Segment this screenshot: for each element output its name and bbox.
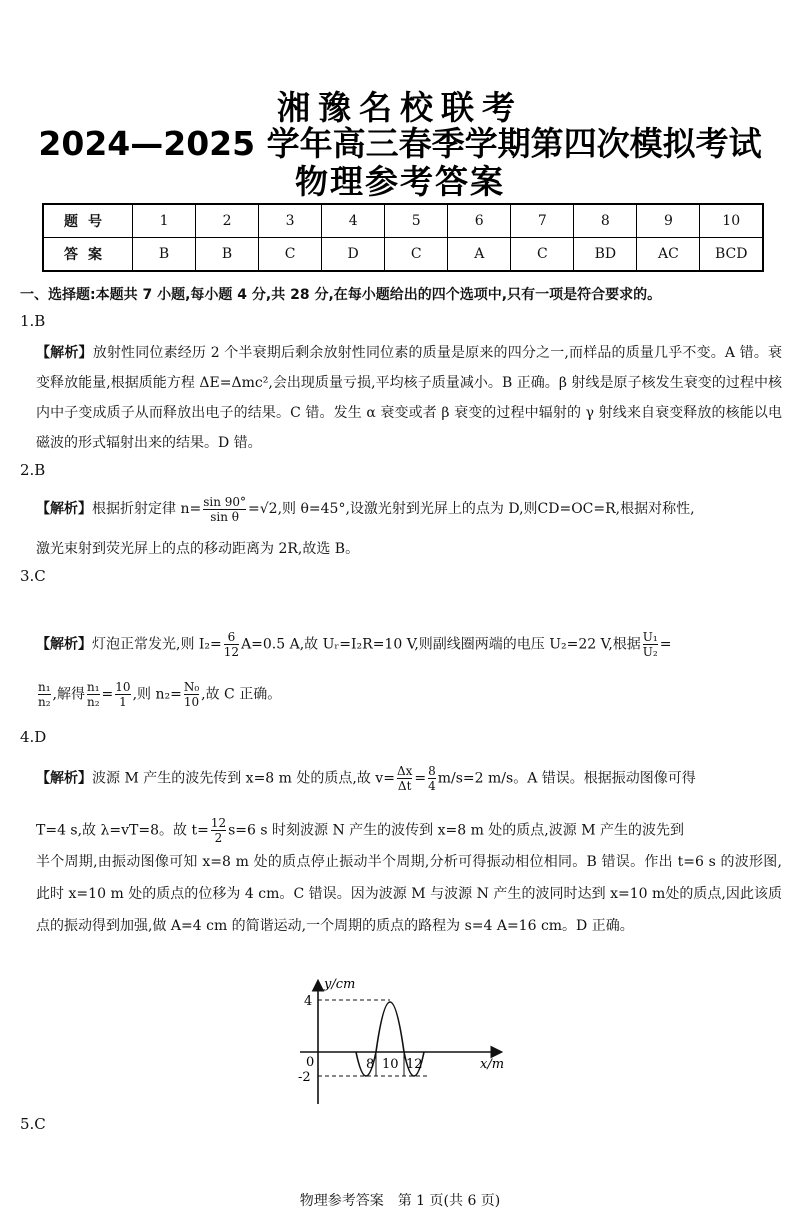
answer-cell: A (448, 238, 511, 272)
x-axis-label: x/m (480, 1057, 505, 1072)
question-4-explanation-line2 (36, 816, 782, 845)
section-heading: 一、选择题:本题共 7 小题,每小题 4 分,共 28 分,在每小题给出的四个选项中,只有一项是符合要求的。 (20, 287, 662, 303)
fraction-numerator: 8 (428, 764, 436, 778)
fraction-numerator: 12 (210, 816, 227, 830)
question-number: 2 (196, 204, 259, 238)
question-3-explanation-line2 (36, 680, 782, 709)
fraction-numerator: 10 (115, 680, 131, 694)
explanation-tag: 【解析】 (36, 501, 92, 517)
wave-graph (280, 972, 520, 1112)
question-number-row (43, 204, 763, 238)
fraction-numerator: N₀ (183, 680, 200, 694)
fraction-denominator: 12 (223, 645, 240, 659)
fraction-denominator: n₂ (38, 695, 51, 709)
q3-text-d: ,解得 (52, 686, 85, 703)
q4-text-d: T=4 s,故 λ=vT=8。故 t= (36, 822, 209, 839)
q4-text-c: m/s=2 m/s。A 错误。根据振动图像可得 (437, 770, 696, 787)
q3-text-b: A=0.5 A,故 Uᵣ=I₂R=10 V,则副线圈两端的电压 U₂=22 V,根据 (241, 636, 641, 653)
answer-key-title: 物理参考答案 (295, 162, 505, 201)
explanation-tag: 【解析】 (36, 345, 93, 361)
x-tick-10: 10 (382, 1057, 399, 1072)
answer-row (43, 238, 763, 272)
question-number: 1 (133, 204, 196, 238)
q3-text-g: ,故 C 正确。 (201, 686, 282, 703)
question-3-explanation-line1 (36, 630, 782, 659)
y-tick-4: 4 (304, 994, 313, 1009)
q3-text-f: ,则 n₂= (132, 686, 182, 703)
y-tick-neg2: -2 (298, 1070, 311, 1085)
question-number: 8 (574, 204, 637, 238)
answer-cell: BD (574, 238, 637, 272)
question-number: 5 (385, 204, 448, 238)
answer-header: 答案 (43, 238, 133, 272)
exam-series-title: 湘豫名校联考 (277, 88, 523, 127)
y-axis-label: y/cm (324, 977, 356, 992)
question-1-text: 放射性同位素经历 2 个半衰期后剩余放射性同位素的质量是原来的四分之一,而样品的质量几乎不变。A 错。衰变释放能量,根据质能方程 ΔE=Δmc²,会出现质量亏损,平均核子质量减小。B 正确。β 射线是原子核发生衰变的过程中核内中子变成质子从而释放出电子的结果。C 错。发生 α 衰变或者 β 衰变的过程中辐射的 γ 射线来自衰变释放的核能以电磁波的形式辐射出来的结果。D 错。 (36, 345, 782, 451)
q4-text-e: s=6 s 时刻波源 N 产生的波传到 x=8 m 处的质点,波源 M 产生的波先到 (228, 822, 684, 839)
fraction-denominator: 10 (183, 695, 200, 709)
fraction-denominator: U₂ (642, 645, 658, 659)
fraction-numerator: n₁ (38, 680, 51, 694)
answer-cell: D (322, 238, 385, 272)
answer-cell: C (511, 238, 574, 272)
fraction-numerator: U₁ (642, 630, 658, 644)
fraction-denominator: 2 (214, 831, 223, 845)
q3-fraction (184, 680, 199, 709)
answer-cell: B (133, 238, 196, 272)
q3-text-c: = (659, 636, 672, 653)
fraction-denominator: 4 (428, 779, 436, 793)
question-number-header: 题号 (43, 204, 133, 238)
question-1-explanation (36, 338, 782, 458)
question-number: 4 (322, 204, 385, 238)
question-number: 9 (637, 204, 700, 238)
answer-cell: C (385, 238, 448, 272)
question-number: 7 (511, 204, 574, 238)
question-2-explanation (36, 494, 782, 524)
q3-text-a: 灯泡正常发光,则 I₂= (92, 636, 222, 653)
fraction-numerator: 6 (224, 630, 239, 645)
explanation-tag: 【解析】 (36, 636, 92, 653)
question-5-answer: 5.C (20, 1115, 46, 1133)
q3-fraction (38, 680, 51, 709)
q4-fraction (397, 764, 412, 793)
x-tick-8: 8 (366, 1057, 375, 1072)
page-footer: 物理参考答案 第 1 页(共 6 页) (299, 1193, 501, 1209)
x-tick-12: 12 (406, 1057, 423, 1072)
q4-text-a: 波源 M 产生的波先传到 x=8 m 处的质点,故 v= (92, 770, 395, 787)
answer-cell: C (259, 238, 322, 272)
question-number: 6 (448, 204, 511, 238)
question-3-answer: 3.C (20, 567, 46, 585)
fraction-denominator: 1 (119, 695, 127, 709)
explanation-tag: 【解析】 (36, 770, 92, 787)
q3-fraction (87, 680, 100, 709)
exam-title: 2024—2025 学年高三春季学期第四次模拟考试 (38, 124, 762, 163)
question-1-answer: 1.B (20, 312, 46, 330)
fraction-numerator: n₁ (87, 680, 100, 694)
fraction-numerator: sin 90° (203, 494, 247, 509)
q3-fraction (115, 680, 130, 709)
question-4-answer: 4.D (20, 728, 47, 746)
q3-fraction (224, 630, 239, 659)
answer-cell: B (196, 238, 259, 272)
fraction-denominator: n₂ (87, 695, 100, 709)
q2-text-b: =√2,则 θ=45°,设激光射到光屏上的点为 D,则CD=OC=R,根据对称性, (248, 501, 695, 517)
answer-table (42, 203, 764, 272)
origin-label: 0 (306, 1055, 315, 1070)
question-2-line2: 激光束射到荧光屏上的点的移动距离为 2R,故选 B。 (36, 541, 360, 557)
q4-fraction (428, 764, 436, 793)
fraction-numerator: Δx (396, 764, 413, 778)
fraction-denominator: sin θ (210, 509, 239, 524)
answer-cell: BCD (700, 238, 763, 272)
question-4-explanation-rest: 半个周期,由振动图像可知 x=8 m 处的质点停止振动半个周期,分析可得振动相位相同。B 错误。作出 t=6 s 的波形图,此时 x=10 m 处的质点的位移为 4 cm。C 错误。因为波源 M 与波源 N 产生的波同时达到 x=10 m处的质点,因此该质点的振动得到加强,做 A=4 cm 的简谐运动,一个周期的质点的路程为 s=4 A=16 cm。D 正确。 (36, 854, 782, 934)
question-number: 3 (259, 204, 322, 238)
q4-text-b: = (414, 770, 427, 787)
q2-text-a: 根据折射定律 n= (92, 501, 202, 517)
q3-fraction (643, 630, 658, 659)
question-number: 10 (700, 204, 763, 238)
question-2-answer: 2.B (20, 461, 46, 479)
answer-cell: AC (637, 238, 700, 272)
fraction-denominator: Δt (397, 779, 412, 793)
q2-fraction (203, 495, 246, 524)
question-4-explanation-line1 (36, 764, 782, 793)
q4-fraction (211, 816, 226, 845)
q3-text-e: = (101, 686, 114, 703)
